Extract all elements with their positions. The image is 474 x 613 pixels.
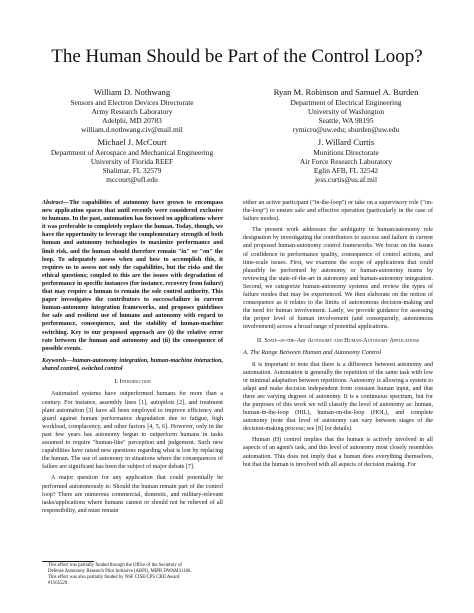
author-address: Seattle, WA 98195 bbox=[318, 116, 374, 125]
author-address: Adelphi, MD 20783 bbox=[102, 116, 162, 125]
paragraph: The present work addresses the ambiguity in human/autonomy role designation by investigating the contributors to success and failure in current and proposed human-autonomy control frameworks. We focus on the issues of confidence in performance quality, consequence of control actions, and time-scale issues. First, we examine the scope of applications that could plausibly be performed by autonomy or human-autonomy teams by reviewing the state-of-the-art in autonomy and human-autonomy integration. Second, we categorize human-autonomy systems and review the types of failure modes that may be experienced. We then elaborate on the notion of consequence as it relates to the limits of autonomous decision-making and the need for human involvement. Lastly, we provide guidance for assessing the proper level of human involvement (and consequently, autonomous involvement) across a broad range of potential applications. bbox=[243, 227, 433, 331]
paragraph: either an active participant ("in-the-loop") or take on a supervisory role ("on-the-loop") to ensure safe and effective operation (particularly in the case of failure modes). bbox=[243, 200, 433, 223]
subsection-heading: A. The Range Between Human and Autonomy Control bbox=[243, 349, 382, 356]
author-affiliation: University of Florida REEF bbox=[90, 157, 174, 166]
author-block-3 bbox=[42, 137, 222, 184]
footnote-line: #1565529. bbox=[48, 581, 69, 586]
author-name: William D. Nothwang bbox=[93, 87, 171, 97]
author-email: william.d.nothwang.civ@mail.mil bbox=[81, 125, 183, 134]
author-block-1 bbox=[52, 87, 212, 134]
paragraph: Automated systems have outperformed humans for more than a century. For instance, assembly lines [1], autopilots [2], and treatment plant automation [3] have all been employed to improve efficiency and guard against human performance degradation due to fatigue, high workload, complacency, and other factors [4, 5, 6]. However, only in the past few years has autonomy begun to outperform humans in tasks assumed to require "human-like" perception and judgement. Such new capabilities have raised new questions regarding what is lost by replacing the human. The use of autonomy in situations where the consequences of failure are significant has been the subject of major debate [7]. bbox=[42, 391, 223, 471]
footnote-line: Defense Autonomy Research Pilot Initiative (ARPI), MIPR DWAM31166. bbox=[48, 569, 192, 574]
paragraph: Human (H) control implies that the human is actively involved in all aspects of an agent's task, and this level of autonomy most closely resembles automation. This does not imply that a human does everything themselves, but that the human is involved with all aspects of decision making. For bbox=[243, 437, 433, 468]
author-address: Shalimar, FL 32579 bbox=[102, 166, 162, 175]
left-column bbox=[42, 199, 223, 515]
author-name: Ryan M. Robinson and Samuel A. Burden bbox=[273, 87, 419, 97]
right-column bbox=[243, 199, 433, 469]
author-affiliation: Army Research Laboratory bbox=[91, 107, 173, 116]
footnote-rule bbox=[42, 561, 94, 562]
author-block-4 bbox=[266, 137, 426, 184]
author-address: Eglin AFB, FL 32542 bbox=[313, 166, 379, 175]
abstract-text: —The capabilities of autonomy have grown to encompass new application spaces that until recently were considered exclusive to humans. In the past, automation has focused on applications where it was preferable to completely replace the human. Today, though, we have the opportunity to leverage the complementary strength of both human and autonomy technologies to maximize performance and limit risk, and the human should therefore remain "in" or "on" the loop. To adequately assess when and how to accomplish this, it requires us to assess not only the capabilities, but the risks and the ethical questions; coupled to this are the issues with degradation of performance in specific instances (for instance, recovery from failure) that may require a human to remain the sole control authority. This paper investigates the contributors to success/failure in current human-autonomy integration frameworks, and proposes guidelines for safe and resilient use of humans and autonomy with regard to performance, consequence, and the stability of human-machine switching. Key to our proposed approach are (i) the relative error rate between the human and autonomy and (ii) the consequence of possible events. bbox=[42, 200, 223, 352]
footnote-line: This effort was also partially funded by NSF CISE/CPS CRII Award bbox=[48, 575, 180, 580]
paragraph: It is important to note that there is a difference between autonomy and automation. Automation is generally the repetition of the same task with low or minimal adaptation between repetitions. Autonomy is allowing a system to adapt and make decision independent from constant human input, and that there are varying degrees of autonomy. It is a continuous spectrum, but for the purposes of this work we will classify the level of autonomy as: human, human-in-the-loop (HIL), human-on-the-loop (HOL), and complete autonomy (note that level of autonomy can vary between stages of the decision-making process; see [8] for details). bbox=[243, 361, 433, 433]
author-email: rymicro@uw.edu; sburden@uw.edu bbox=[292, 125, 400, 134]
author-name: J. Willard Curtis bbox=[317, 137, 375, 147]
paragraph: A major question for any application that could potentially be performed autonomously is: Should the human remain part of the control loop? There are numerous commercial, domestic, and military-relevant tasks/applications where humans cannot or should not be relieved of all responsibility, and must remain bbox=[42, 475, 223, 514]
author-affiliation: Munitions Directorate bbox=[313, 148, 379, 157]
author-affiliation: Department of Aerospace and Mechanical Engineering bbox=[50, 148, 214, 157]
abstract-label: Abstract bbox=[42, 200, 63, 206]
author-affiliation: Department of Electrical Engineering bbox=[290, 98, 402, 107]
funding-footnote bbox=[48, 563, 208, 587]
footnote-line: This effort was partially funded through the Office of the Secretary of bbox=[48, 563, 182, 568]
section-heading-introduction: I. Introduction bbox=[114, 377, 151, 385]
author-affiliation: Air Force Research Laboratory bbox=[299, 157, 393, 166]
author-email: jess.curtis@us.af.mil bbox=[314, 175, 378, 184]
author-name: Michael J. McCourt bbox=[97, 137, 167, 147]
author-email: mccourt@ufl.edu bbox=[106, 175, 158, 184]
keywords: Keywords—human-autonomy integration, human-machine interaction, shared control, switched control bbox=[42, 357, 223, 372]
author-affiliation: Sensors and Electron Devices Directorate bbox=[70, 98, 194, 107]
abstract bbox=[42, 199, 223, 353]
author-affiliation: University of Washington bbox=[307, 107, 385, 116]
author-block-2 bbox=[256, 87, 436, 134]
section-heading-state-of-the-art: II. State-of-the-Art Autonomy and Human-Autonomy Applications bbox=[256, 336, 420, 344]
paper-title: The Human Should be Part of the Control Loop? bbox=[51, 46, 423, 67]
